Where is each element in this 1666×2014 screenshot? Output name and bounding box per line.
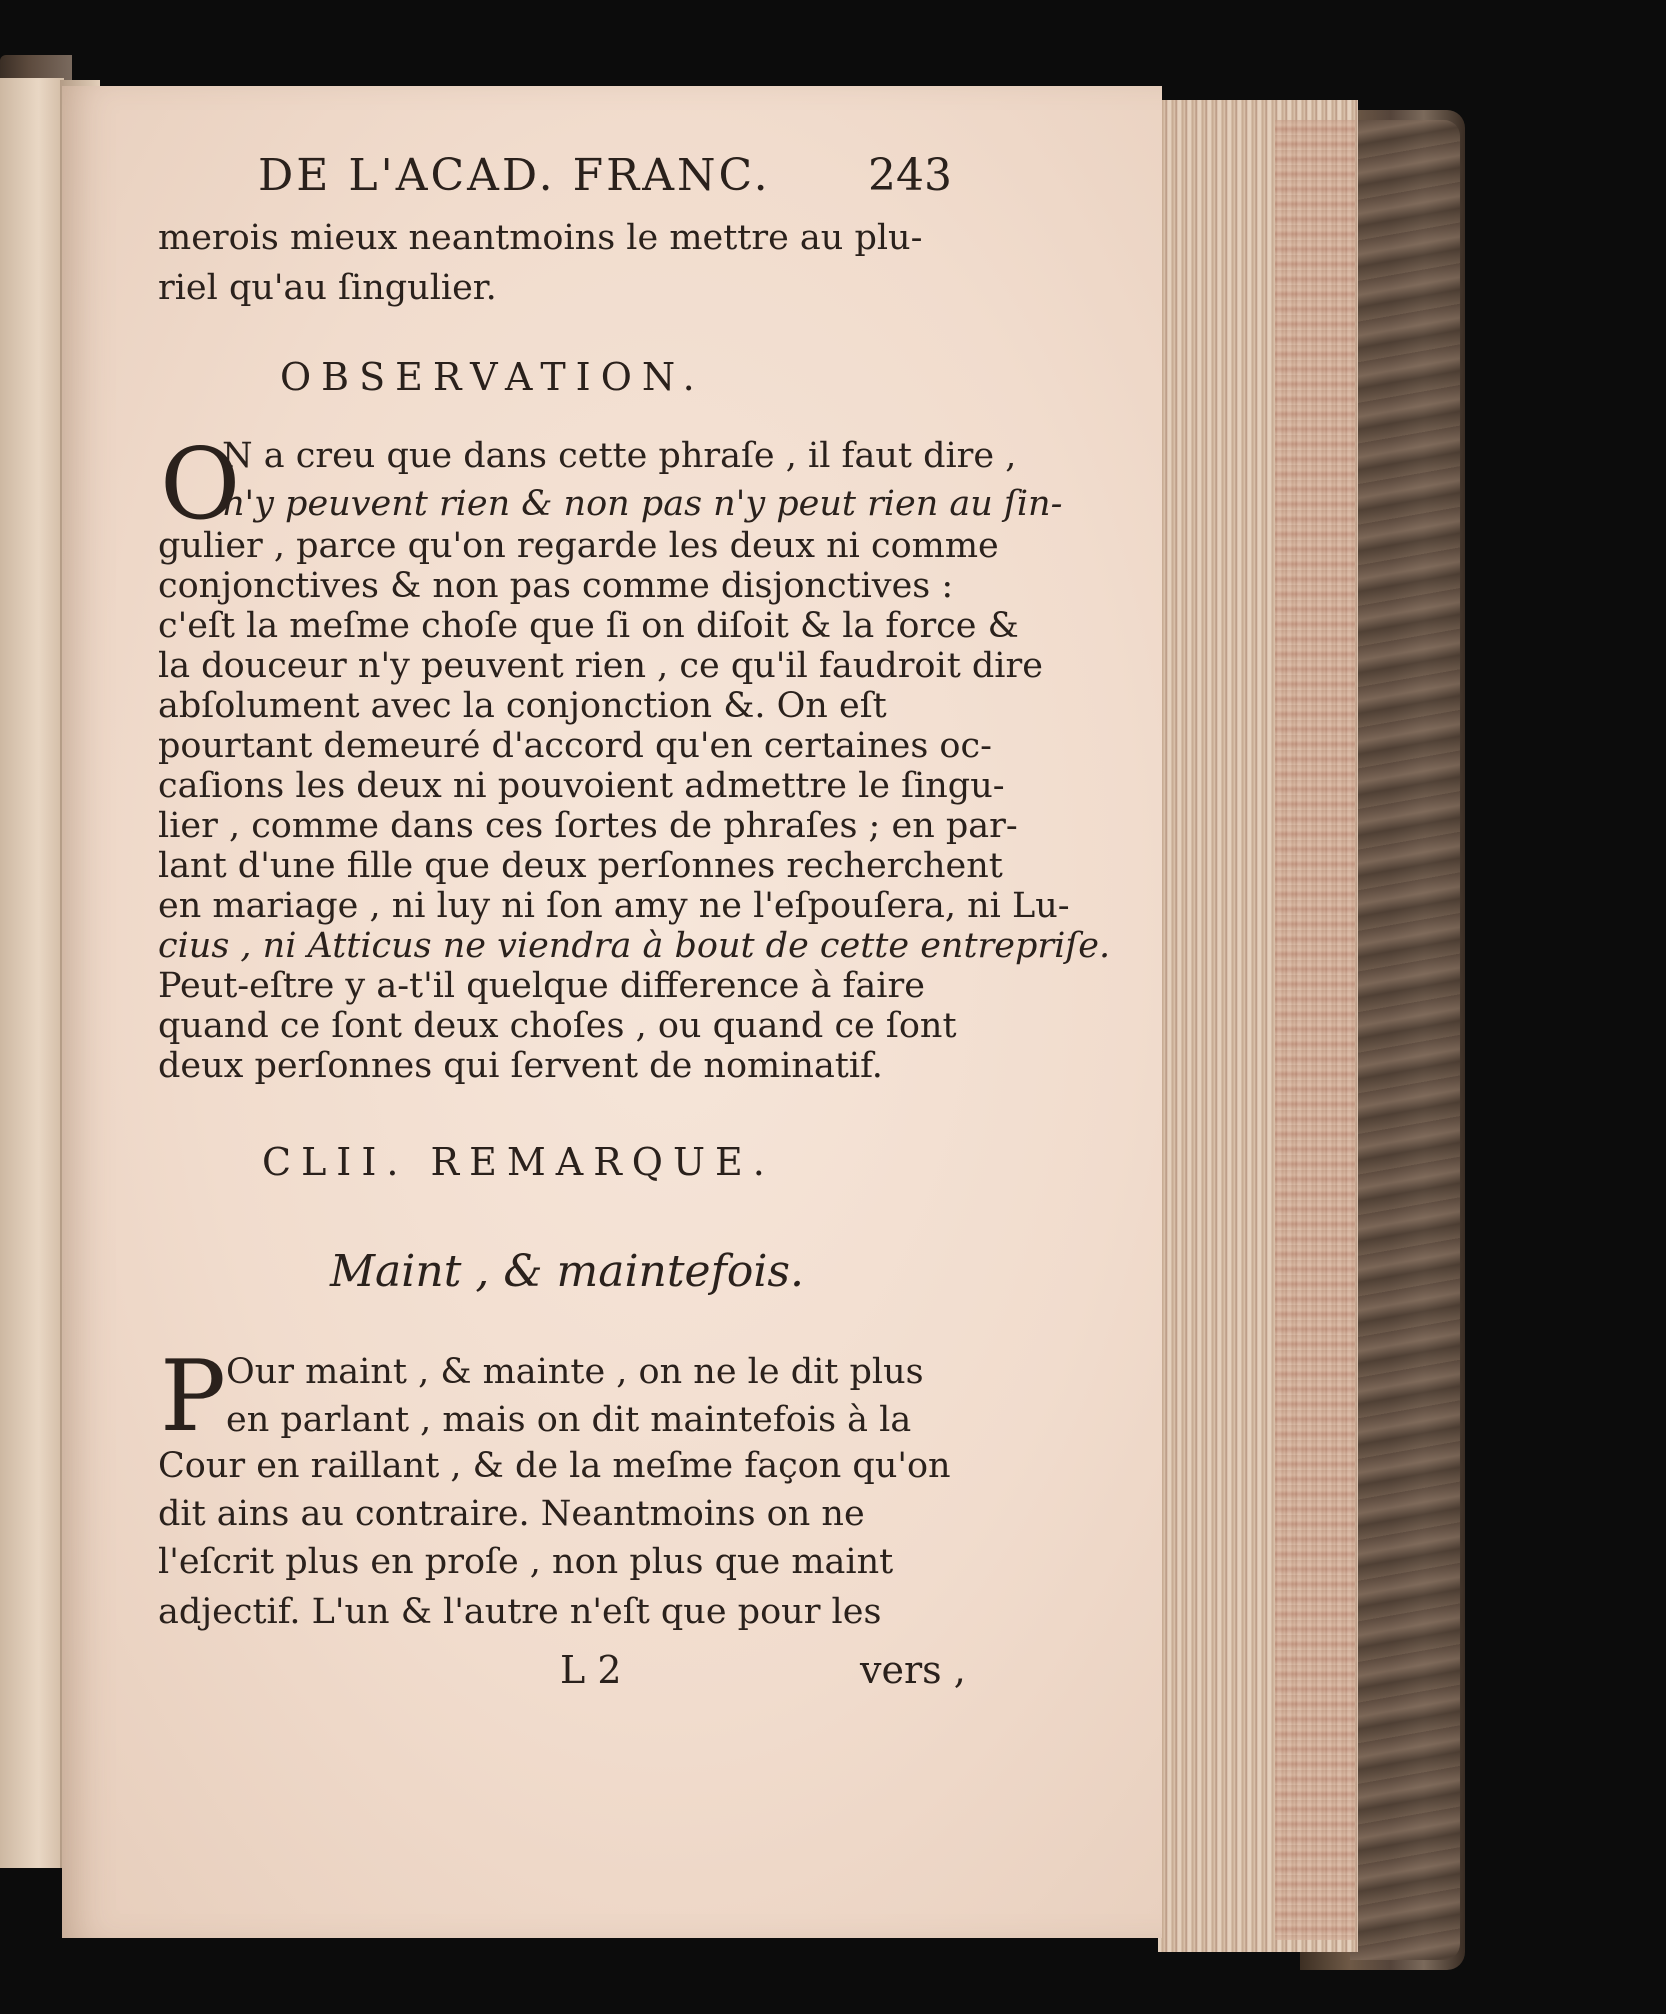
observation-heading: OBSERVATION. xyxy=(280,355,705,399)
observation-line: abſolument avec la conjonction &. On eſt xyxy=(158,686,887,726)
observation-line: deux perſonnes qui ſervent de nominatif. xyxy=(158,1046,883,1086)
remarque-line: en parlant , mais on dit maintefois à la xyxy=(226,1400,912,1440)
observation-line: en mariage , ni luy ni ſon amy ne l'eſpouſera, ni Lu- xyxy=(158,886,1070,926)
remarque-line: Cour en raillant , & de la meſme façon qu'on xyxy=(158,1446,951,1486)
dropcap-o: O xyxy=(160,428,241,542)
remarque-line: Our maint , & mainte , on ne le dit plus xyxy=(226,1352,924,1392)
observation-line: n'y peuvent rien & non pas n'y peut rien au ſin- xyxy=(222,484,1063,524)
page-number: 243 xyxy=(868,150,952,201)
observation-line: quand ce ſont deux choſes , ou quand ce ſont xyxy=(158,1006,957,1046)
observation-line: lant d'une fille que deux perſonnes recherchent xyxy=(158,846,1003,886)
observation-line: c'eſt la meſme choſe que ſi on diſoit & la force & xyxy=(158,606,1019,646)
observation-line: lier , comme dans ces ſortes de phraſes ; en par- xyxy=(158,806,1018,846)
running-header: DE L'ACAD. FRANC. xyxy=(258,150,771,201)
observation-line: Peut-eſtre y a-t'il quelque difference à faire xyxy=(158,966,925,1006)
observation-line: conjonctives & non pas comme disjonctives : xyxy=(158,566,954,606)
left-page-sliver xyxy=(0,78,64,1868)
continuation-line: merois mieux neantmoins le mettre au plu- xyxy=(158,218,923,258)
observation-line: la douceur n'y peuvent rien , ce qu'il faudroit dire xyxy=(158,646,1043,686)
remarque-line: adjectif. L'un & l'autre n'eſt que pour les xyxy=(158,1592,882,1632)
signature-mark: L 2 xyxy=(560,1648,622,1692)
catchword: vers , xyxy=(860,1648,966,1692)
section-title: Maint , & maintefois. xyxy=(330,1246,804,1297)
dropcap-p: P xyxy=(160,1340,226,1454)
remarque-heading: CLII. REMARQUE. xyxy=(262,1140,775,1184)
continuation-line: riel qu'au ſingulier. xyxy=(158,268,497,308)
observation-line: N a creu que dans cette phraſe , il faut dire , xyxy=(222,436,1017,476)
observation-line: caſions les deux ni pouvoient admettre le ſingu- xyxy=(158,766,1005,806)
observation-line: cius , ni Atticus ne viendra à bout de cette entrepriſe. xyxy=(158,926,1111,966)
observation-line: gulier , parce qu'on regarde les deux ni comme xyxy=(158,526,999,566)
remarque-line: l'eſcrit plus en proſe , non plus que maint xyxy=(158,1542,894,1582)
marbled-board xyxy=(1350,120,1460,1960)
observation-line: pourtant demeuré d'accord qu'en certaines oc- xyxy=(158,726,992,766)
sprinkled-edge xyxy=(1275,120,1355,1940)
remarque-line: dit ains au contraire. Neantmoins on ne xyxy=(158,1494,865,1534)
